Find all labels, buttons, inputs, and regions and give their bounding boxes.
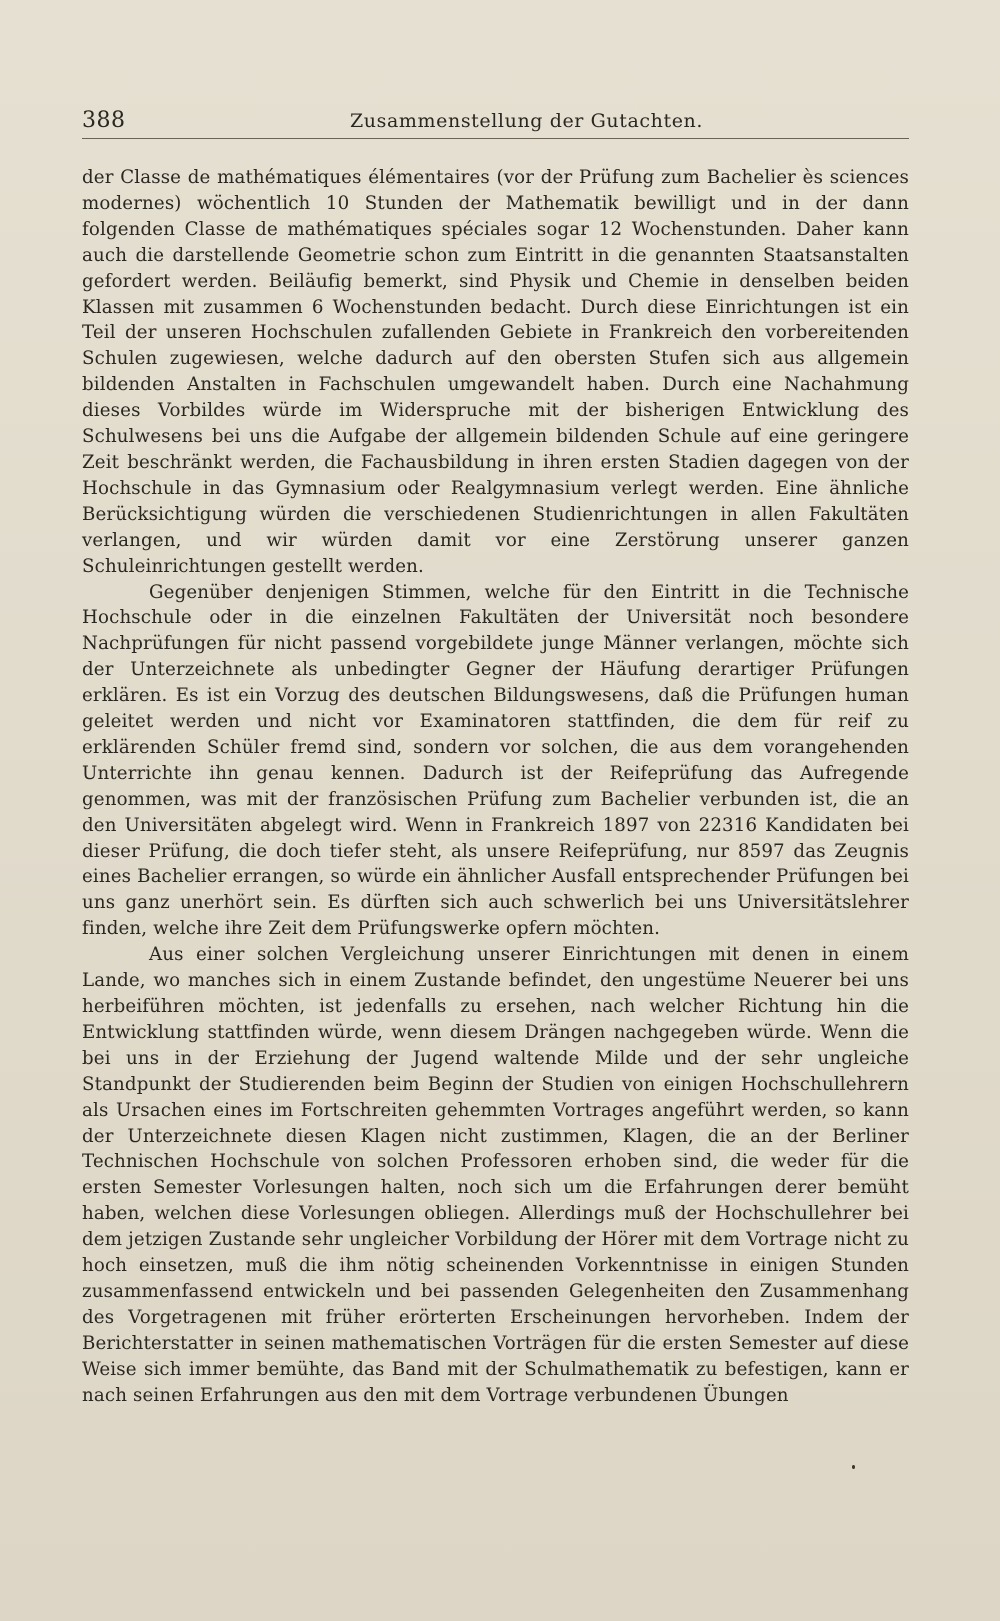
- paragraph-1: der Classe de mathématiques élémentaires (vor der Prüfung zum Bachelier ès sciences modernes) wöchentlich 10 Stunden der Mathematik bewilligt und in der dann folgenden Classe de mathématiques spéciales sogar 12 Wochenstunden. Daher kann auch die darstellende Geometrie schon zum Eintritt in die genannten Staatsanstalten gefordert werden. Beiläufig bemerkt, sind Physik und Chemie in denselben beiden Klassen mit zusammen 6 Wochenstunden bedacht. Durch diese Einrichtungen ist ein Teil der unseren Hochschulen zufallenden Gebiete in Frankreich den vorbereitenden Schulen zugewiesen, welche dadurch auf den obersten Stufen sich aus allgemein bildenden Anstalten in Fachschulen umgewandelt haben. Durch eine Nachahmung dieses Vorbildes würde im Widerspruche mit der bisherigen Entwicklung des Schulwesens bei uns die Aufgabe der allgemein bildenden Schule auf eine geringere Zeit beschränkt werden, die Fachausbildung in ihren ersten Stadien dagegen von der Hochschule in das Gymnasium oder Realgymnasium verlegt werden. Eine ähnliche Berücksichtigung würden die verschiedenen Studienrichtungen in allen Fakultäten verlangen, und wir würden damit vor eine Zerstörung unserer ganzen Schuleinrichtungen gestellt werden.: [82, 167, 909, 577]
- paper-speck: [852, 1465, 855, 1469]
- header-rule: [82, 138, 909, 139]
- paragraph-2: Gegenüber denjenigen Stimmen, welche für den Eintritt in die Technische Hochschule oder in die einzelnen Fakultäten der Universität noch besondere Nachprüfungen für nicht passend vorgebildete junge Männer verlangen, möchte sich der Unterzeichnete als unbedingter Gegner der Häufung derartiger Prüfungen erklären. Es ist ein Vorzug des deutschen Bildungswesens, daß die Prüfungen human geleitet werden und nicht vor Examinatoren stattfinden, die dem für reif zu erklärenden Schüler fremd sind, sondern vor solchen, die aus dem vorangehenden Unterrichte ihn genau kennen. Dadurch ist der Reifeprüfung das Aufregende genommen, was mit der französischen Prüfung zum Bachelier verbunden ist, die an den Universitäten abgelegt wird. Wenn in Frankreich 1897 von 22316 Kandidaten bei dieser Prüfung, die doch tiefer steht, als unsere Reifeprüfung, nur 8597 das Zeugnis eines Bachelier errangen, so würde ein ähnlicher Ausfall entsprechender Prüfungen bei uns ganz unerhört sein. Es dürften sich auch schwerlich bei uns Universitätslehrer finden, welche ihre Zeit dem Prüfungswerke opfern möchten.: [82, 581, 909, 940]
- paragraph-3: Aus einer solchen Vergleichung unserer Einrichtungen mit denen in einem Lande, wo manches sich in einem Zustande befindet, den ungestüme Neuerer bei uns herbeiführen möchten, ist jedenfalls zu ersehen, nach welcher Richtung hin die Entwicklung stattfinden würde, wenn diesem Drängen nachgegeben würde. Wenn die bei uns in der Erziehung der Jugend waltende Milde und der sehr ungleiche Standpunkt der Studierenden beim Beginn der Studien von einigen Hochschullehrern als Ursachen eines im Fortschreiten gehemmten Vortrages angeführt werden, so kann der Unterzeichnete diesen Klagen nicht zustimmen, Klagen, die an der Berliner Technischen Hochschule von solchen Professoren erhoben sind, die weder für die ersten Semester Vorlesungen halten, noch sich um die Erfahrungen derer bemüht haben, welchen diese Vorlesungen obliegen. Allerdings muß der Hochschullehrer bei dem jetzigen Zustande sehr ungleicher Vorbildung der Hörer mit dem Vortrage nicht zu hoch einsetzen, muß die ihm nötig scheinenden Vorkenntnisse in einigen Stunden zusammenfassend entwickeln und bei passenden Gelegenheiten den Zusammenhang des Vorgetragenen mit früher erörterten Erscheinungen hervorheben. Indem der Berichterstatter in seinen mathematischen Vorträgen für die ersten Semester auf diese Weise sich immer bemühte, das Band mit der Schulmathematik zu befestigen, kann er nach seinen Erfahrungen aus den mit dem Vortrage verbundenen Übungen: [82, 944, 909, 1406]
- body-text: [82, 165, 909, 1409]
- page-header: [82, 108, 909, 138]
- page-number: 388: [82, 108, 126, 133]
- running-title: Zusammenstellung der Gutachten.: [350, 110, 704, 132]
